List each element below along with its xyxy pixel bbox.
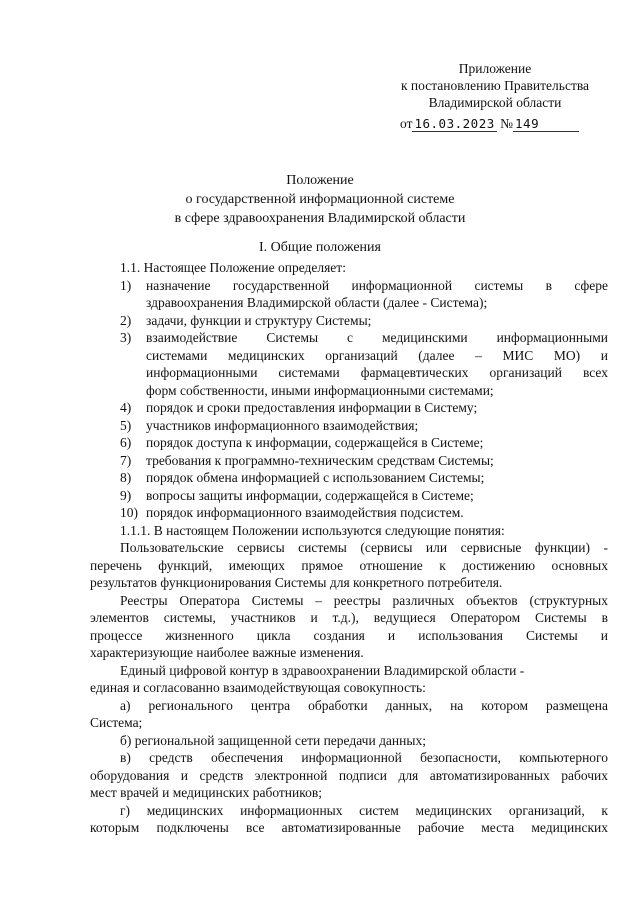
- list-item-8: [90, 469, 608, 487]
- item-text: здравоохранения Владимирской области (далее - Система);: [146, 295, 488, 310]
- item-text: требования к программно-техническим средствам Системы;: [146, 452, 494, 468]
- list-item-3: [90, 329, 608, 399]
- definition-line: Пользовательские сервисы системы (сервисы или сервисные функции) -: [120, 540, 608, 555]
- definition-line: Единый цифровой контур в здравоохранении Владимирской области -: [120, 662, 525, 678]
- item-text: назначение государственной информационной системы в сфере: [146, 277, 608, 293]
- order-number-sign: №: [500, 116, 514, 131]
- title-line-2: о государственной информационной системе: [185, 192, 455, 207]
- item-text: участников информационного взаимодействия;: [146, 417, 419, 433]
- item-text: порядок и сроки предоставления информации в Систему;: [146, 400, 478, 415]
- component-c-cont: оборудования и средств электронной подписи для автоматизированных рабочих: [90, 767, 608, 783]
- list-item-9: [90, 487, 608, 505]
- order-number: 149: [513, 116, 579, 132]
- definition-line: результатов функционирования Системы для конкретного потребителя.: [90, 575, 503, 590]
- item-number: 7): [120, 452, 132, 468]
- item-number: 6): [120, 435, 132, 450]
- list-item-10: [90, 504, 608, 522]
- component-a-cont: Система;: [90, 715, 143, 730]
- list-item-6: [90, 434, 608, 452]
- definition-digital-contour: [90, 662, 608, 697]
- title-line-3: в сфере здравоохранения Владимирской области: [174, 211, 466, 226]
- definition-line: процессе жизненного цикла создания и использования Системы и: [90, 627, 608, 643]
- item-text: вопросы защиты информации, содержащейся в Системе;: [146, 487, 474, 503]
- order-date: 16.03.2023: [414, 116, 495, 131]
- document-title: [0, 171, 640, 228]
- component-d-cont: которым подключены все автоматизированные рабочие места медицинских: [90, 820, 608, 835]
- item-number: 3): [120, 330, 132, 345]
- item-number: 8): [120, 470, 132, 485]
- item-number: 4): [120, 400, 132, 415]
- item-text: порядок информационного взаимодействия подсистем.: [146, 505, 464, 520]
- appendix-region: Владимирской области: [428, 95, 562, 110]
- item-list: [90, 277, 608, 522]
- item-number: 2): [120, 312, 132, 328]
- list-item-1: [90, 277, 608, 312]
- item-number: 9): [120, 487, 132, 503]
- item-text: задачи, функции и структуру Системы;: [146, 312, 372, 328]
- item-text: порядок обмена информацией с использованием Системы;: [146, 470, 485, 485]
- order-prefix: от: [400, 116, 413, 131]
- component-d: г) медицинских информационных систем медицинских организаций, к: [120, 802, 608, 818]
- title-line-1: Положение: [286, 173, 354, 188]
- definition-operator-registries: [90, 592, 608, 662]
- definition-user-services: [90, 539, 608, 592]
- item-text: порядок доступа к информации, содержащейся в Системе;: [146, 435, 484, 450]
- item-text: взаимодействие Системы с медицинскими информационными: [146, 330, 608, 345]
- list-item-2: [90, 312, 608, 330]
- item-number: 10): [120, 505, 138, 520]
- definition-line: Реестры Оператора Системы – реестры различных объектов (структурных: [120, 592, 608, 608]
- definition-line: перечень функций, имеющих прямое отношение к достижению основных: [90, 557, 608, 573]
- appendix-header: [380, 60, 610, 111]
- appendix-decree: к постановлению Правительства: [400, 78, 590, 93]
- item-text: информационными системами фармацевтических организаций всех: [146, 365, 608, 380]
- definition-line: единая и согласованно взаимодействующая совокупность:: [90, 680, 426, 695]
- item-number: 1): [120, 277, 132, 293]
- contour-components: [90, 697, 608, 837]
- appendix-label: Приложение: [458, 61, 532, 76]
- list-item-4: [90, 399, 608, 417]
- item-number: 5): [120, 417, 132, 433]
- list-item-5: [90, 417, 608, 435]
- component-c: в) средств обеспечения информационной безопасности, компьютерного: [120, 750, 608, 765]
- component-b: б) региональной защищенной сети передачи данных;: [120, 732, 426, 748]
- item-text: системами медицинских организаций (далее – МИС МО) и: [146, 347, 608, 363]
- definition-line: элементов системы, участников и т.д.), ведущиеся Оператором Системы в: [90, 610, 608, 625]
- list-item-7: [90, 452, 608, 470]
- section-heading: I. Общие положения: [259, 240, 381, 255]
- order-line: [400, 116, 579, 132]
- paragraph-1-1-1: 1.1.1. В настоящем Положении используются следующие понятия:: [120, 522, 505, 538]
- component-a: а) регионального центра обработки данных, на котором размещена: [120, 697, 608, 713]
- document-body: [90, 259, 608, 837]
- definition-line: характеризующие наиболее важные изменения.: [90, 645, 364, 660]
- item-text: форм собственности, иными информационными системами;: [146, 382, 494, 398]
- paragraph-1-1: 1.1. Настоящее Положение определяет:: [120, 260, 346, 275]
- component-c-cont: мест врачей и медицинских работников;: [90, 785, 322, 800]
